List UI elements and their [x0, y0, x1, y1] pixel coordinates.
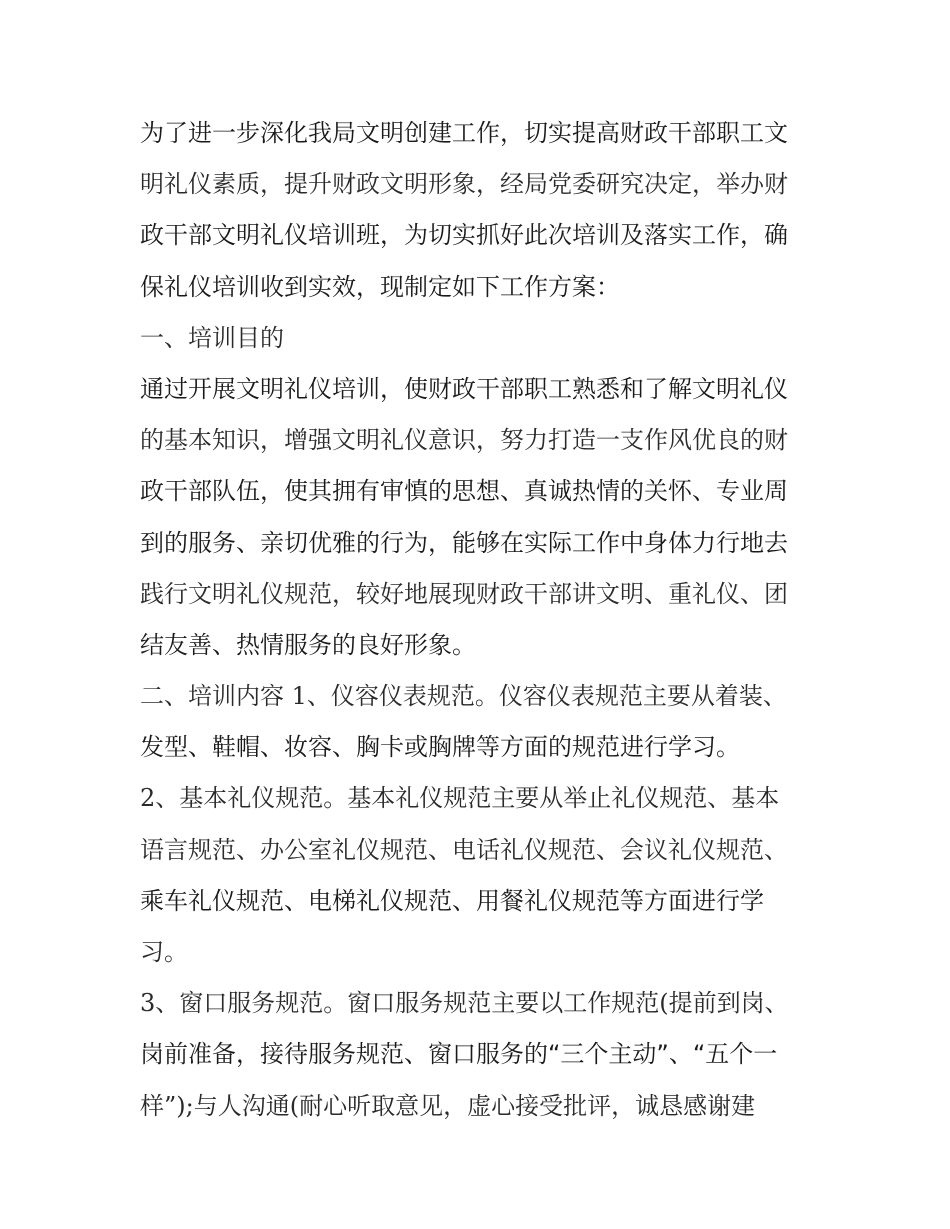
paragraph-line: 到的服务、亲切优雅的行为，能够在实际工作中身体力行地去 [140, 528, 788, 557]
paragraph-line: 乘车礼仪规范、电梯礼仪规范、用餐礼仪规范等方面进行学 [140, 886, 764, 915]
paragraph-line: 岗前准备，接待服务规范、窗口服务的“三个主动”、“五个一 [140, 1040, 778, 1069]
paragraph-line: 2、基本礼仪规范。基本礼仪规范主要从举止礼仪规范、基本 [140, 784, 780, 813]
document-body [140, 108, 820, 1132]
paragraph-line: 3、窗口服务规范。窗口服务规范主要以工作规范(提前到岗、 [140, 989, 789, 1018]
paragraph-line: 保礼仪培训收到实效，现制定如下工作方案： [140, 272, 620, 301]
paragraph-line: 为了进一步深化我局文明创建工作，切实提高财政干部职工文 [140, 119, 788, 147]
paragraph-line: 习。 [140, 938, 188, 966]
paragraph-line: 样”);与人沟通(耐心听取意见，虚心接受批评，诚恳感谢建 [140, 1091, 756, 1120]
paragraph-line: 结友善、热情服务的良好形象。 [140, 630, 476, 659]
paragraph-line: 的基本知识，增强文明礼仪意识，努力打造一支作风优良的财 [140, 426, 788, 455]
paragraph-line: 践行文明礼仪规范，较好地展现财政干部讲文明、重礼仪、团 [140, 579, 788, 608]
section-heading: 二、培训内容 1、仪容仪表规范。仪容仪表规范主要从着装、 [140, 682, 787, 711]
paragraph-line: 明礼仪素质，提升财政文明形象，经局党委研究决定，举办财 [140, 170, 788, 199]
paragraph-line: 政干部文明礼仪培训班，为切实抓好此次培训及落实工作，确 [140, 221, 788, 250]
section-heading: 一、培训目的 [140, 323, 284, 352]
paragraph-line: 政干部队伍，使其拥有审慎的思想、真诚热情的关怀、专业周 [140, 477, 788, 506]
paragraph-line: 语言规范、办公室礼仪规范、电话礼仪规范、会议礼仪规范、 [140, 835, 788, 864]
paragraph-line: 通过开展文明礼仪培训，使财政干部职工熟悉和了解文明礼仪 [140, 374, 788, 403]
paragraph-line: 发型、鞋帽、妆容、胸卡或胸牌等方面的规范进行学习。 [140, 733, 740, 762]
